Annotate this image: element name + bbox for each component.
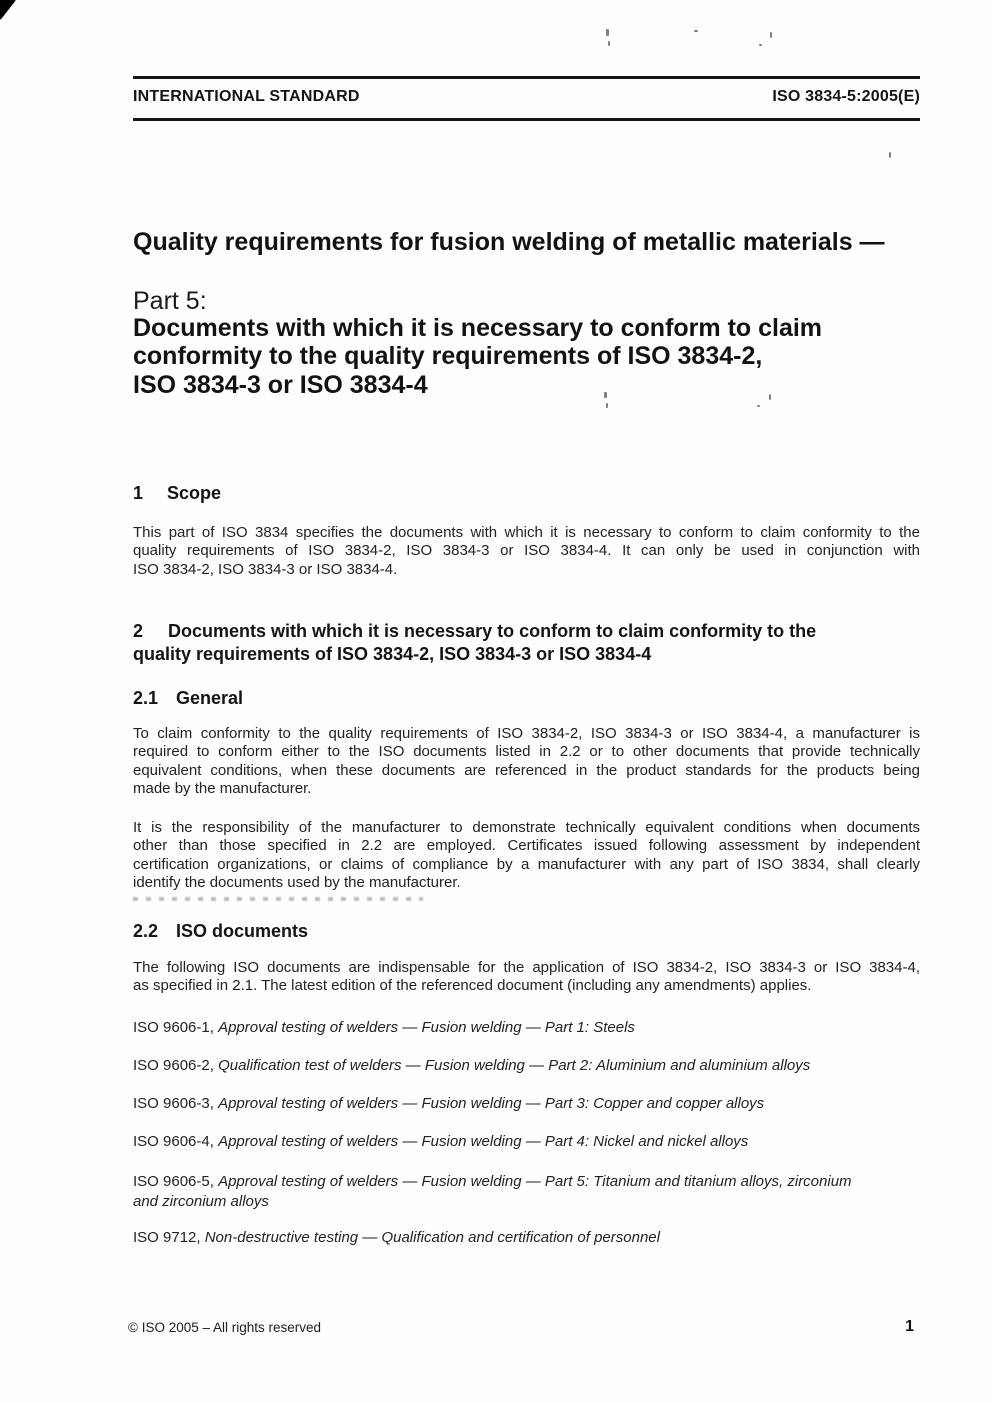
section-title: Documents with which it is necessary to conform to claim conformity to the — [168, 621, 817, 641]
section-heading-documents — [133, 620, 920, 666]
body-line: To claim conformity to the quality requirements of ISO 3834-2, ISO 3834-3 or ISO 3834-4, a manufacturer is — [133, 725, 920, 742]
footer-page-number: 1 — [905, 1318, 914, 1335]
reference-title-continuation: and zirconium alloys — [133, 1192, 269, 1210]
reference-code: ISO 9606-5, — [133, 1173, 214, 1190]
body-line: ISO 3834-2, ISO 3834-3 or ISO 3834-4. — [133, 560, 398, 578]
body-line: certification organizations, or claims of compliance by a manufacturer with any part of ISO 3834, shall clearly — [133, 855, 920, 873]
header-document-type: INTERNATIONAL STANDARD — [133, 88, 360, 105]
subsection-title: ISO documents — [176, 921, 309, 941]
subsection-number: 2.2 — [133, 921, 159, 941]
page-header — [133, 88, 920, 106]
scan-speck — [759, 44, 762, 46]
scan-speck — [694, 30, 698, 32]
section-title: Scope — [167, 483, 222, 503]
reference-title: Approval testing of welders — Fusion welding — Part 1: Steels — [218, 1019, 635, 1036]
reference-entry — [133, 1094, 933, 1114]
subsection-title: General — [176, 688, 244, 708]
scan-speck — [608, 41, 610, 46]
subsection-heading-iso-documents — [133, 920, 920, 943]
section-heading-line: quality requirements of ISO 3834-2, ISO 3834-3 or ISO 3834-4 — [133, 644, 652, 664]
section-heading-line — [133, 620, 920, 643]
scan-speck — [770, 32, 772, 38]
reference-entry — [133, 1056, 933, 1076]
header-bottom-rule — [133, 118, 920, 121]
header-top-rule — [133, 76, 920, 79]
reference-title: Approval testing of welders — Fusion welding — Part 3: Copper and copper alloys — [218, 1095, 765, 1112]
section-number: 1 — [133, 483, 144, 503]
scan-speck — [606, 403, 608, 408]
scan-speck — [889, 152, 891, 158]
part-title-line: ISO 3834-3 or ISO 3834-4 — [133, 370, 428, 399]
reference-entry — [133, 1228, 933, 1248]
reference-title: Qualification test of welders — Fusion welding — Part 2: Aluminium and aluminium alloys — [218, 1057, 811, 1074]
reference-title: Approval testing of welders — Fusion welding — Part 4: Nickel and nickel alloys — [218, 1133, 749, 1150]
subsection-number: 2.1 — [133, 688, 159, 708]
scan-corner-artifact — [0, 0, 16, 20]
part-label: Part 5: — [133, 287, 207, 315]
body-line: made by the manufacturer. — [133, 780, 312, 798]
body-line: as specified in 2.1. The latest edition of the referenced document (including any amendments) applies. — [133, 977, 812, 995]
part-title-line: Documents with which it is necessary to conform to claim — [133, 314, 823, 342]
header-standard-number: ISO 3834-5:2005(E) — [772, 88, 920, 105]
scan-speck — [606, 29, 609, 36]
scan-ghost-artifact — [133, 897, 423, 901]
section-heading-scope — [133, 482, 920, 505]
body-line: required to conform either to the ISO documents listed in 2.2 or to other documents that provide technically — [133, 743, 920, 761]
body-line: It is the responsibility of the manufacturer to demonstrate technically equivalent conditions when documents — [133, 819, 920, 836]
body-line: This part of ISO 3834 specifies the documents with which it is necessary to conform to claim conformity to the — [133, 524, 920, 541]
footer-copyright: © ISO 2005 – All rights reserved — [128, 1320, 322, 1335]
general-paragraph-1 — [133, 725, 920, 799]
section-number: 2 — [133, 621, 144, 641]
scope-paragraph — [133, 524, 920, 579]
iso-documents-intro — [133, 959, 920, 996]
document-title: Quality requirements for fusion welding of metallic materials — — [133, 228, 885, 256]
body-line: quality requirements of ISO 3834-2, ISO 3834-3 or ISO 3834-4. It can only be used in conjunction with — [133, 542, 920, 560]
body-line: equivalent conditions, when these documents are referenced in the product standards for the products being — [133, 761, 920, 779]
reference-entry — [133, 1172, 933, 1211]
reference-title: Non-destructive testing — Qualification and certification of personnel — [204, 1229, 660, 1246]
reference-code: ISO 9606-4, — [133, 1133, 214, 1150]
reference-code: ISO 9712, — [133, 1229, 201, 1246]
reference-entry — [133, 1132, 933, 1152]
general-paragraph-2 — [133, 819, 920, 893]
body-line: identify the documents used by the manufacturer. — [133, 874, 461, 892]
reference-first-line — [133, 1173, 852, 1190]
body-line: The following ISO documents are indispensable for the application of ISO 3834-2, ISO 3834-3 or ISO 3834-4, — [133, 959, 920, 976]
reference-code: ISO 9606-1, — [133, 1019, 214, 1036]
reference-title: Approval testing of welders — Fusion welding — Part 5: Titanium and titanium alloys, zirconium — [218, 1173, 852, 1190]
reference-code: ISO 9606-2, — [133, 1057, 214, 1074]
body-line: other than those specified in 2.2 are employed. Certificates issued following assessment by independent — [133, 837, 920, 855]
scan-speck — [757, 405, 760, 407]
part-title-line: conformity to the quality requirements of ISO 3834-2, — [133, 342, 763, 371]
subsection-heading-general — [133, 687, 920, 710]
part-title — [133, 314, 933, 399]
reference-entry — [133, 1018, 933, 1038]
reference-code: ISO 9606-3, — [133, 1095, 214, 1112]
